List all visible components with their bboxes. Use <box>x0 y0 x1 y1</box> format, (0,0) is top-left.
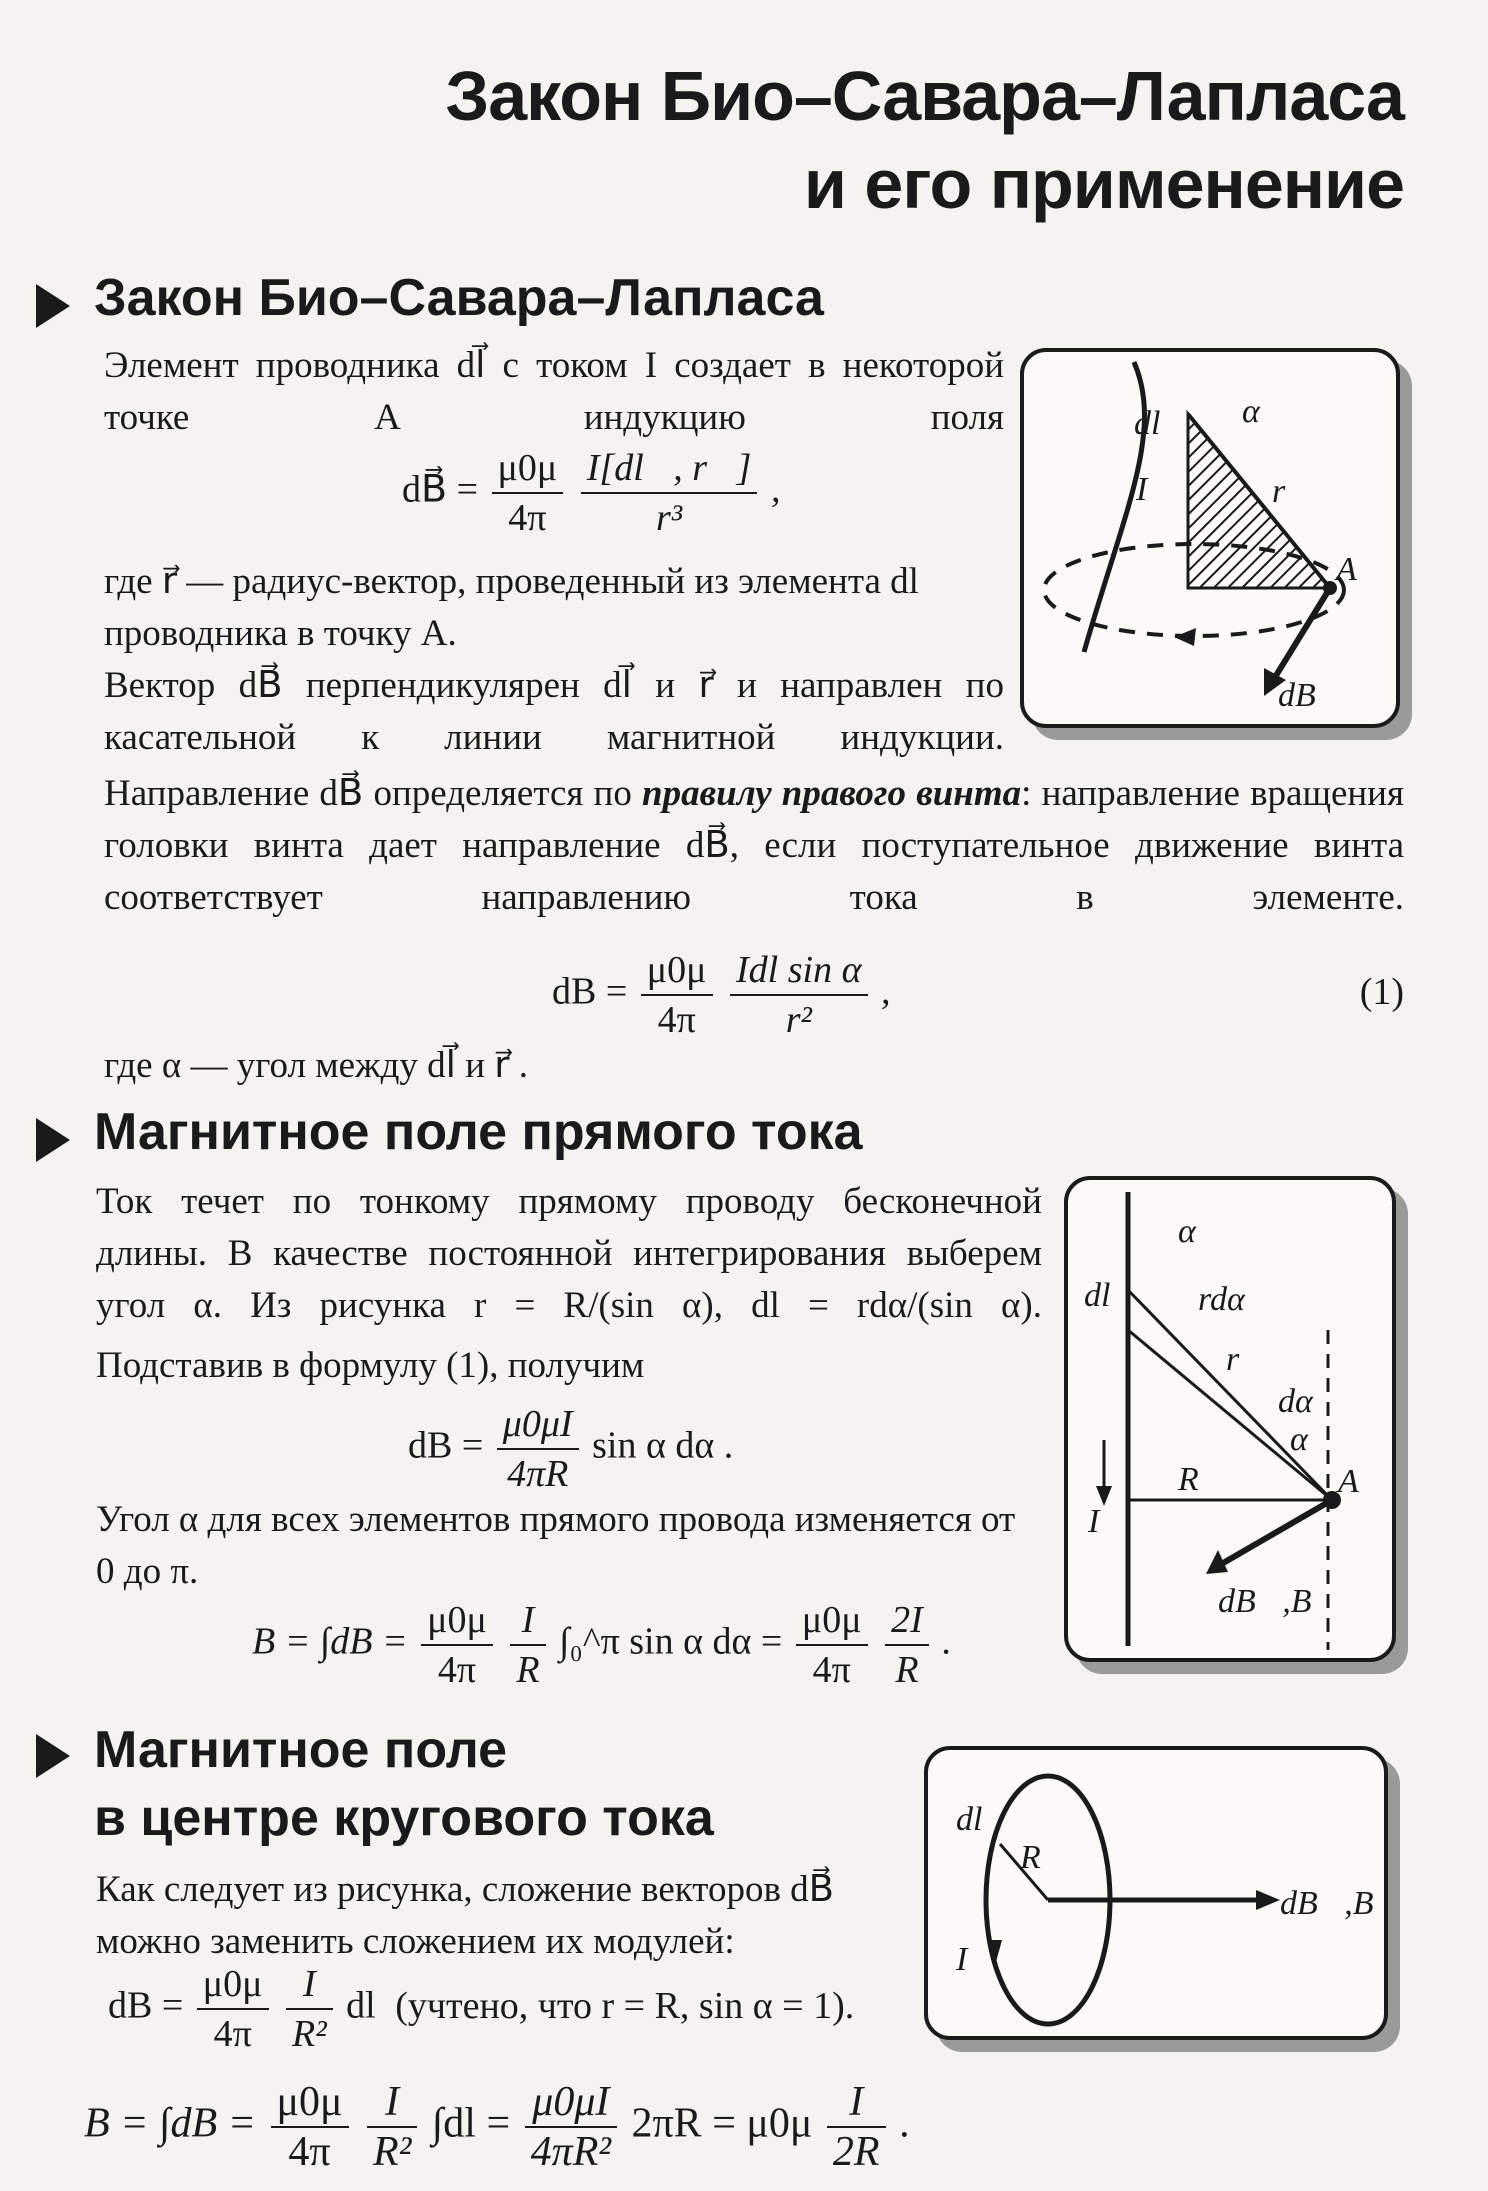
section-2-intro: Ток течет по тонкому прямому проводу бесконечной длины. В качестве постоянной интегрирования выберем угол α. Из рисунка r = R/(sin α), dl = rdα/(sin α). <box>96 1181 1042 1326</box>
title-line-1: Закон Био–Савара–Лапласа <box>445 57 1404 135</box>
section-marker-icon <box>36 1734 70 1778</box>
section-marker-icon <box>36 284 70 328</box>
figure-circular-current <box>924 1746 1400 2040</box>
section-2-heading: Магнитное поле прямого тока <box>94 1103 863 1161</box>
fig2-label-alpha: α <box>1178 1213 1196 1250</box>
fig1-label-r: r⃗ <box>1272 473 1312 510</box>
fig1-label-I: I <box>1136 471 1148 508</box>
point-A-dot <box>1323 581 1337 595</box>
fig2-label-dl: dl <box>1084 1277 1111 1314</box>
section-3-heading-line-2: в центре кругового тока <box>94 1789 714 1847</box>
section-1-heading: Закон Био–Савара–Лапласа <box>94 269 824 327</box>
section-3-heading <box>94 1716 714 1852</box>
fig1-label-dl: dl⃗ <box>1134 405 1187 442</box>
fig3-label-dB: dB⃗,B⃗ <box>1280 1885 1400 1922</box>
field-direction-arrow-icon <box>1174 628 1196 646</box>
fig2-label-R: R <box>1178 1461 1199 1498</box>
section-1-intro: Элемент проводника dl⃗ с током I создает в некоторой точке A индукцию поля <box>104 345 1004 438</box>
section-2-formula-dB: dB = $\frac{\mu 0\mu I}{4\pi R}$ sin α dα . <box>408 1400 733 1498</box>
fig2-label-dB: dB⃗,B⃗ <box>1218 1583 1338 1620</box>
fig2-label-A: A <box>1338 1463 1359 1500</box>
fig3-label-dl: dl <box>956 1801 983 1838</box>
section-3-formula-dB: dB = $\frac{\mu 0\mu}{4\pi}$ $\frac{I}{\text{R²}}$ dl (учтено, что r = R, sin α = 1). <box>108 1960 854 2058</box>
dB-vector-line <box>1272 588 1330 682</box>
page-title <box>445 52 1404 228</box>
figure-straight-current <box>1064 1176 1396 1662</box>
fig2-label-da: dα <box>1278 1383 1313 1420</box>
section-1-formula-scalar: dB = $\frac{\mu 0\mu}{4\pi}$ $\frac{\text{Idl sin α}}{\text{r²}}$ , <box>552 946 891 1044</box>
section-1-formula-vector: dB⃗ = $\frac{\mu 0\mu}{4\pi}$ $\frac{I[dl⃗, r⃗]}{\text{r³}}$ , <box>402 444 780 542</box>
section-1-rule-text: Направление dB⃗ определяется по правилу правого винта: направление вращения головки винта дает направление dB⃗, если поступательное движение винта соответствует направлению тока в элементе. <box>104 773 1404 918</box>
section-2-formula-B: B = ∫dB = $\frac{\mu 0\mu}{4\pi}$ $\frac{I}{R}$ ∫₀^π sin α dα = $\frac{\mu 0\mu}{4\pi}$ $\frac{2I}{R}$ . <box>252 1596 952 1694</box>
fig2-label-I: I <box>1088 1503 1100 1540</box>
section-1-radius-text: где r⃗ — радиус-вектор, проведенный из элемента dl проводника в точку A. <box>104 561 919 654</box>
fig3-dB-arrowhead-icon <box>1256 1890 1280 1910</box>
equation-number: (1) <box>1359 971 1404 1013</box>
fig2-dB-line <box>1218 1500 1332 1566</box>
fig3-label-R: R <box>1020 1839 1041 1876</box>
fig2-label-alpha2: α <box>1290 1421 1308 1458</box>
fig1-label-dB: dB⃗ <box>1278 677 1343 714</box>
figure-bio-savart <box>1020 348 1400 728</box>
fig2-label-r: r <box>1226 1341 1240 1378</box>
section-1-angle-text: где α — угол между dl⃗ и r⃗ . <box>104 1045 528 1086</box>
section-3-formula-B: B = ∫dB = $\frac{\mu 0\mu}{4\pi}$ $\frac{I}{\text{R²}}$ ∫dl = $\frac{\mu 0\mu I}{\text{4πR²}}$ 2πR = μ0μ $\frac{I}{2R}$ . <box>84 2079 911 2175</box>
section-3-heading-line-1: Магнитное поле <box>94 1721 508 1779</box>
section-2-substitute-text: Подставив в формулу (1), получим <box>96 1345 645 1386</box>
right-screw-rule: правилу правого винта <box>642 773 1022 814</box>
title-line-2: и его применение <box>803 145 1404 223</box>
fig1-label-alpha: α <box>1242 393 1260 430</box>
fig1-label-A: A <box>1336 551 1357 588</box>
figure-bio-savart-svg <box>1024 352 1396 724</box>
figure-circular-current-svg <box>928 1750 1400 2036</box>
section-2-angle-text: Угол α для всех элементов прямого провода изменяется от 0 до π. <box>96 1499 1016 1592</box>
fig3-label-I: I <box>956 1941 968 1978</box>
section-3-intro: Как следует из рисунка, сложение векторов dB⃗ можно заменить сложением их модулей: <box>96 1869 835 1962</box>
section-marker-icon <box>36 1118 70 1162</box>
figure-straight-current-svg <box>1068 1180 1392 1658</box>
section-1-vector-text: Вектор dB⃗ перпендикулярен dl⃗ и r⃗ и направлен по касательной к линии магнитной индукции. <box>104 665 1004 758</box>
fig2-label-rda: rdα <box>1198 1281 1245 1318</box>
